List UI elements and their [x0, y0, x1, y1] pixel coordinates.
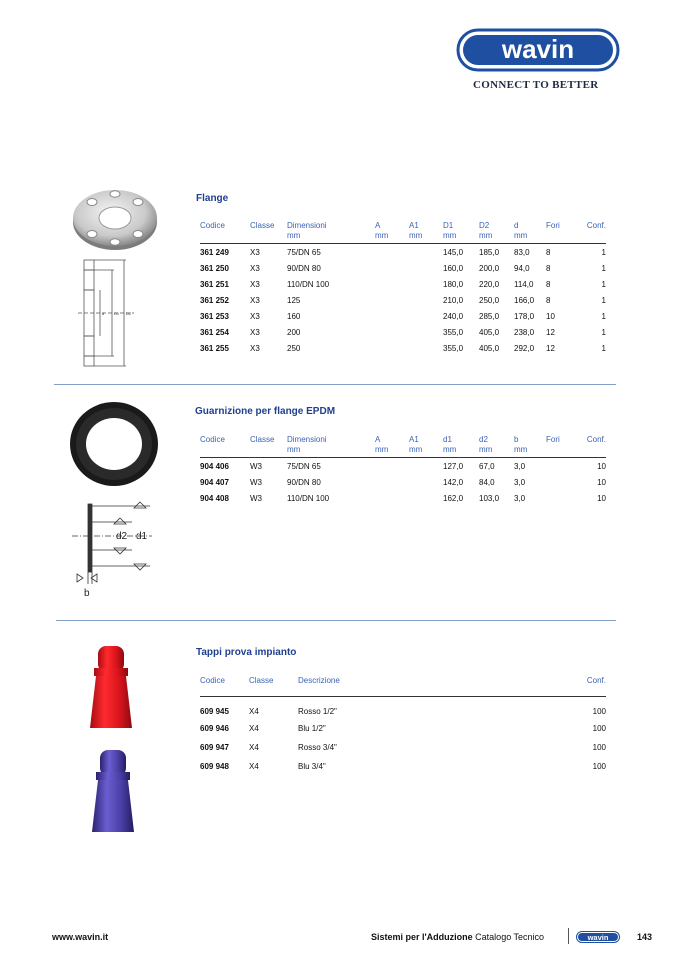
svg-text:wavin: wavin	[587, 933, 609, 942]
col-conf: Conf.	[575, 435, 606, 458]
col-a: A mm	[375, 435, 409, 458]
flange-photo	[70, 182, 160, 257]
cell-a	[375, 244, 409, 261]
cell-dim: 125	[287, 295, 301, 305]
svg-text:d: d	[102, 311, 105, 316]
cell-d2: 185,0	[479, 247, 500, 257]
table-row	[200, 244, 606, 261]
page-number: 143	[637, 932, 653, 942]
svg-text:D1: D1	[114, 311, 120, 316]
cell-desc: Blu 1/2"	[298, 724, 326, 733]
cell-conf: 1	[601, 343, 606, 353]
cell-desc: Rosso 3/4"	[298, 743, 337, 752]
cell-conf: 1	[601, 279, 606, 289]
cell-classe: X3	[250, 295, 260, 305]
cell-code: 361 252	[200, 295, 229, 305]
col-classe: Classe	[250, 435, 287, 458]
table-row	[200, 474, 606, 490]
table-row	[200, 260, 606, 276]
cell-code: 609 948	[200, 762, 229, 771]
table-row	[200, 719, 606, 738]
col-d1: D1 mm	[443, 221, 479, 244]
cell-dim: 200	[287, 327, 301, 337]
cell-code: 609 946	[200, 724, 229, 733]
table-row	[200, 292, 606, 308]
wavin-logo	[456, 28, 620, 72]
cell-dim: 250	[287, 343, 301, 353]
cell-a1	[409, 276, 443, 292]
cell-a	[375, 308, 409, 324]
cell-a1	[409, 244, 443, 261]
cell-conf: 1	[601, 311, 606, 321]
cell-a	[375, 260, 409, 276]
cell-a1	[409, 308, 443, 324]
svg-text:wavin: wavin	[501, 34, 575, 64]
cell-code: 361 250	[200, 263, 229, 273]
cell-fori	[546, 458, 575, 475]
col-classe: Classe	[250, 221, 287, 244]
col-dimensioni: Dimensioni mm	[287, 435, 375, 458]
cell-code: 904 406	[200, 461, 229, 471]
cell-conf: 100	[592, 706, 606, 716]
cell-d2: 103,0	[479, 493, 500, 503]
cell-code: 904 407	[200, 477, 229, 487]
cell-conf: 10	[597, 477, 606, 487]
cell-conf: 10	[597, 493, 606, 503]
cell-a1	[409, 260, 443, 276]
col-fori: Fori	[546, 435, 575, 458]
cell-code: 609 947	[200, 743, 229, 752]
table-row	[200, 308, 606, 324]
cell-d2: 84,0	[479, 477, 495, 487]
cell-a	[375, 490, 409, 506]
cell-dim: 90/DN 80	[287, 263, 321, 273]
cell-d1: 180,0	[443, 279, 464, 289]
cell-a	[375, 458, 409, 475]
blue-plug-photo	[88, 744, 138, 841]
cell-conf: 10	[597, 461, 606, 471]
gasket-drawing	[70, 498, 160, 605]
plugs-header-row	[200, 676, 606, 697]
cell-d: 94,0	[514, 263, 530, 273]
footer-website[interactable]: www.wavin.it	[52, 932, 109, 942]
col-fori: Fori	[546, 221, 575, 244]
cell-a	[375, 276, 409, 292]
cell-d1: 127,0	[443, 461, 464, 471]
cell-a1	[409, 458, 443, 475]
cell-code: 904 408	[200, 493, 229, 503]
col-dimensioni: Dimensioni mm	[287, 221, 375, 244]
label-d1: d1	[136, 531, 148, 542]
cell-classe: W3	[250, 477, 262, 487]
footer-catalog: Sistemi per l'Adduzione Catalogo Tecnico	[371, 932, 545, 942]
col-d2: D2 mm	[479, 221, 514, 244]
cell-fori: 8	[546, 247, 551, 257]
cell-d2: 250,0	[479, 295, 500, 305]
cell-d1: 162,0	[443, 493, 464, 503]
cell-d: 292,0	[514, 343, 535, 353]
cell-conf: 100	[592, 724, 606, 733]
col-conf: Conf.	[518, 676, 606, 697]
cell-fori: 8	[546, 263, 551, 273]
cell-a	[375, 340, 409, 356]
cell-conf: 100	[592, 743, 606, 752]
cell-classe: X4	[249, 762, 259, 771]
cell-fori: 10	[546, 311, 555, 321]
table-row	[200, 324, 606, 340]
cell-fori: 12	[546, 327, 555, 337]
table-row	[200, 340, 606, 356]
col-a1: A1 mm	[409, 435, 443, 458]
table-row	[200, 757, 606, 776]
cell-classe: X4	[249, 706, 259, 716]
col-codice: Codice	[200, 435, 250, 458]
cell-classe: X3	[250, 343, 260, 353]
col-conf: Conf.	[575, 221, 606, 244]
cell-code: 609 945	[200, 706, 229, 716]
cell-dim: 75/DN 65	[287, 461, 321, 471]
cell-code: 361 255	[200, 343, 229, 353]
cell-d2: 285,0	[479, 311, 500, 321]
cell-conf: 1	[601, 327, 606, 337]
cell-classe: W3	[250, 461, 262, 471]
cell-a1	[409, 340, 443, 356]
col-descrizione: Descrizione	[298, 676, 518, 697]
cell-a	[375, 292, 409, 308]
cell-code: 361 249	[200, 247, 229, 257]
cell-d2: 405,0	[479, 327, 500, 337]
flange-title: Flange	[196, 193, 229, 204]
cell-dim: 160	[287, 311, 301, 321]
table-row	[200, 276, 606, 292]
table-row	[200, 490, 606, 506]
cell-code: 361 251	[200, 279, 229, 289]
cell-a	[375, 324, 409, 340]
col-a1: A1 mm	[409, 221, 443, 244]
table-row	[200, 458, 606, 475]
cell-fori: 8	[546, 279, 551, 289]
cell-d: 114,0	[514, 279, 534, 289]
plugs-table	[200, 676, 606, 776]
red-plug-photo	[86, 640, 136, 737]
cell-d2: 220,0	[479, 279, 500, 289]
col-d1: d1 mm	[443, 435, 479, 458]
cell-code: 361 254	[200, 327, 229, 337]
section-divider	[54, 384, 616, 385]
cell-dim: 110/DN 100	[287, 279, 330, 289]
table-row	[200, 738, 606, 757]
cell-conf: 1	[601, 295, 606, 305]
col-d: d mm	[514, 221, 546, 244]
tagline: CONNECT TO BETTER	[473, 79, 599, 91]
cell-d: 238,0	[514, 327, 535, 337]
cell-d1: 210,0	[443, 295, 464, 305]
svg-text:D2: D2	[126, 311, 132, 316]
cell-d2: 405,0	[479, 343, 500, 353]
gasket-header-row	[200, 435, 606, 458]
cell-classe: X4	[249, 724, 259, 733]
cell-classe: X3	[250, 311, 260, 321]
col-codice: Codice	[200, 221, 250, 244]
cell-d1: 240,0	[443, 311, 464, 321]
cell-d2: 67,0	[479, 461, 495, 471]
cell-dim: 110/DN 100	[287, 493, 330, 503]
cell-classe: X4	[249, 743, 259, 752]
cell-classe: X3	[250, 263, 260, 273]
gasket-photo	[68, 400, 160, 493]
col-classe: Classe	[249, 676, 298, 697]
col-d2: d2 mm	[479, 435, 514, 458]
flange-header-row	[200, 221, 606, 244]
label-d2: d2	[116, 531, 128, 542]
cell-b: 3,0	[514, 477, 526, 487]
cell-conf: 100	[592, 762, 606, 771]
cell-b: 3,0	[514, 493, 526, 503]
col-codice: Codice	[200, 676, 249, 697]
cell-d1: 355,0	[443, 327, 464, 337]
label-b: b	[84, 588, 90, 599]
cell-classe: X3	[250, 279, 260, 289]
cell-d: 166,0	[514, 295, 535, 305]
cell-code: 361 253	[200, 311, 229, 321]
cell-d1: 160,0	[443, 263, 464, 273]
table-row	[200, 697, 606, 720]
cell-d2: 200,0	[479, 263, 500, 273]
cell-d1: 142,0	[443, 477, 464, 487]
cell-d: 178,0	[514, 311, 535, 321]
cell-dim: 75/DN 65	[287, 247, 321, 257]
cell-d1: 145,0	[443, 247, 464, 257]
cell-dim: 90/DN 80	[287, 477, 321, 487]
cell-d1: 355,0	[443, 343, 464, 353]
cell-classe: X3	[250, 327, 260, 337]
footer-divider	[568, 928, 569, 944]
col-a: A mm	[375, 221, 409, 244]
cell-desc: Rosso 1/2"	[298, 706, 337, 716]
cell-classe: W3	[250, 493, 262, 503]
cell-a1	[409, 324, 443, 340]
cell-a1	[409, 490, 443, 506]
cell-desc: Blu 3/4"	[298, 762, 326, 771]
footer-wavin-logo	[576, 930, 620, 942]
cell-a1	[409, 474, 443, 490]
cell-conf: 1	[601, 263, 606, 273]
cell-fori: 12	[546, 343, 555, 353]
cell-fori: 8	[546, 295, 551, 305]
cell-a	[375, 474, 409, 490]
cell-b: 3,0	[514, 461, 526, 471]
cell-fori	[546, 474, 575, 490]
col-b: b mm	[514, 435, 546, 458]
cell-conf: 1	[601, 247, 606, 257]
section-divider	[56, 620, 616, 621]
gasket-table	[200, 435, 606, 506]
cell-fori	[546, 490, 575, 506]
flange-drawing	[74, 254, 144, 377]
cell-d: 83,0	[514, 247, 530, 257]
cell-classe: X3	[250, 247, 260, 257]
gasket-title: Guarnizione per flange EPDM	[195, 406, 336, 417]
cell-a1	[409, 292, 443, 308]
flange-table	[200, 221, 606, 356]
plugs-title: Tappi prova impianto	[196, 647, 297, 658]
